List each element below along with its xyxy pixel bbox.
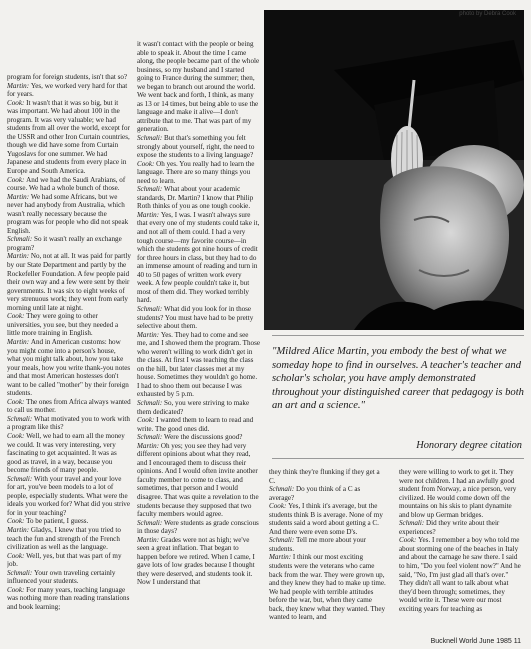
paragraph: Martin: And in American customs: how you might come into a person's house, what you might talk about, how you take your meals, how you write thank-you notes and that most American hostesses don't want to be called "mother" by their foreign students.: [7, 337, 131, 398]
speaker-label: Schmali:: [399, 519, 426, 528]
speaker-label: Martin:: [137, 210, 161, 219]
speaker-label: Cook:: [7, 312, 27, 321]
photo-credit: photo by Debra Cook: [459, 11, 516, 17]
paragraph: Cook: It wasn't that it was so big, but it was important. We had about 100 in the program. It was very valuable; we had students from all over the world, except for the USSR and other Iron Curtain countries, though we did have some from Curtain Yugoslavs for one summer. We had Japanese and students from every place in Europe and South America.: [7, 98, 130, 176]
article-column-2: [137, 40, 260, 640]
pull-quote: "Mildred Alice Martin, you embody the best of what we someday hope to find in ourselves. A teacher's teacher and scholar's scholar, you have amply demonstrated throughout your distinguished career that pedagogy is both an art and a science.": [272, 346, 524, 412]
speaker-label: Cook:: [7, 431, 27, 440]
paragraph: Martin: Yes, I was. I wasn't always sure that every one of my students could take it, and not all of them could. I had a very tough course—my favorite course—in which the students got nine hours of credit for three hours in class, but they had to do an immense amount of reading and turn in 40 to 50 pages of written work every week. A few people couldn't take it, but most of them did. They worked terribly hard.: [137, 210, 260, 305]
speaker-label: Schmali:: [137, 398, 164, 407]
paragraph: Cook: Well, yes, but that was part of my job.: [7, 551, 122, 569]
paragraph: Martin: Oh yes; you see they had very different opinions about what they read, and I encouraged them to discuss their opinions. And I would often invite another faculty member to come to class, and sometimes, that person and I would disagree. That was quite a revelation to the students because they supposed that two faculty members would agree.: [137, 441, 259, 519]
portrait-photo: [264, 10, 524, 330]
paragraph: Cook: Yes, I think it's average, but the students think B is average. None of my students said a word about getting a C. And there were even some D's.: [269, 502, 383, 536]
speaker-label: Martin:: [269, 553, 293, 562]
paragraph: They didn't all want to talk about what they'd been through; sometimes, they would write it. These were our most exciting years for teaching as: [399, 579, 509, 613]
speaker-label: Schmali:: [137, 185, 164, 194]
speaker-label: Cook:: [7, 585, 27, 594]
speaker-label: Schmali:: [137, 433, 164, 442]
paragraph: Martin: Grades were not as high; we've seen a great inflation. That began to happen before we retired. When I came, I gave lots of low grades because I thought they were deserved, and students took it. Now I understand that: [137, 535, 255, 587]
speaker-label: Martin:: [137, 441, 161, 450]
paragraph: Schmali: Were students as grade conscious in those days?: [137, 518, 259, 536]
speaker-label: Cook:: [399, 536, 419, 545]
speaker-label: Cook:: [137, 416, 157, 425]
paragraph: Schmali: What motivated you to work with a program like this?: [7, 414, 130, 432]
paragraph: Cook: And we had the Saudi Arabians, of course. We had a whole bunch of those.: [7, 175, 126, 193]
paragraph: Cook: The ones from Africa always wanted to call us mother.: [7, 397, 131, 415]
paragraph: Cook: They were going to other universities, you see, but they needed a little more training in English.: [7, 312, 119, 338]
speaker-label: Cook:: [137, 159, 157, 168]
paragraph: Cook: Well, we had to earn all the money we could. It was very interesting, very fascinating to get acquainted. It was as good as travel, in a way, because you become friends of many people.: [7, 431, 125, 475]
speaker-label: Martin:: [137, 535, 161, 544]
paragraph: Schmali: But that's something you felt strongly about yourself, right, the need to expose the students to a living language?: [137, 134, 255, 160]
paragraph: Schmali: Your own traveling certainly influenced your students.: [7, 568, 116, 586]
article-column-3: [269, 468, 387, 633]
speaker-label: Schmali:: [269, 536, 296, 545]
speaker-label: Martin:: [137, 330, 161, 339]
speaker-label: Schmali:: [137, 134, 164, 143]
speaker-label: Cook:: [269, 502, 289, 511]
pull-quote-attribution: Honorary degree citation: [416, 440, 522, 451]
paragraph: Cook: Oh yes. You really had to learn the language. There are so many things you need to learn.: [137, 159, 255, 185]
speaker-label: Martin:: [7, 337, 31, 346]
pull-quote-top-rule: [272, 335, 524, 336]
paragraph: they think they're flunking if they get a C.: [269, 468, 380, 485]
speaker-label: Schmali:: [7, 474, 34, 483]
paragraph: Schmali: Were the discussions good?: [137, 433, 243, 442]
paragraph: Schmali: Do you think of a C as average?: [269, 485, 361, 502]
speaker-label: Schmali:: [137, 304, 164, 313]
paragraph: Cook: I wanted them to learn to read and write. The good ones did.: [137, 416, 254, 433]
paragraph: Schmali: So, you were striving to make them dedicated?: [137, 398, 250, 416]
paragraph: Schmali: Tell me more about your students.: [269, 536, 367, 553]
speaker-label: Schmali:: [137, 518, 164, 527]
speaker-label: Cook:: [7, 175, 27, 184]
paragraph: Schmali: What did you look for in those students? You must have had to be pretty selective about them.: [137, 304, 254, 331]
paragraph: Martin: Yes, we worked very hard for that for years.: [7, 81, 128, 99]
speaker-label: Schmali:: [269, 485, 296, 494]
page-footer: Bucknell World June 1985 11: [430, 638, 521, 645]
article-column-1: [7, 73, 131, 643]
speaker-label: Schmali:: [7, 414, 34, 423]
paragraph: Schmali: Did they write about their experiences?: [399, 519, 500, 536]
paragraph: Schmali: So it wasn't really an exchange program?: [7, 235, 122, 252]
speaker-label: Martin:: [7, 252, 31, 261]
speaker-label: Schmali:: [7, 235, 34, 244]
paragraph: Martin: Yes. They had to come and see me, and I showed them the program. Those who weren't willing to work didn't get in the class. At first I was teaching the class on the hill, but later classes met at my house. Sometimes they wouldn't go home. I had to shoo them out because I was exhausted by 5 p.m.: [137, 330, 260, 399]
paragraph: they were willing to work to get it. They were not children. I had an awfully good student from Norway, a nice person, very civilized. He would come down off the mountains on his skis to plant dynamite and blow up German bridges.: [399, 468, 517, 519]
paragraph: Cook: To be patient, I guess.: [7, 517, 89, 526]
pull-quote-bottom-rule: [272, 458, 524, 459]
speaker-label: Martin:: [7, 525, 31, 534]
speaker-label: Cook:: [7, 397, 27, 406]
paragraph: Martin: I think our most exciting students were the veterans who came back from the war. They were grown up, and they knew they had to make up time. We had people with terrible attitudes before the war, but, when they came back, they knew what they wanted. They wanted to learn, and: [269, 553, 386, 622]
speaker-label: Cook:: [7, 551, 27, 560]
paragraph: Cook: Yes. I remember a boy who told me about storming one of the beaches in Italy and about the carnage he saw there. I said to him, "Do you feel violent now?" And he said, "No, I'm just glad all that's over.": [399, 536, 521, 579]
paragraph: Martin: Gladys, I knew that you tried to teach the fun and strength of the French civilization as well as the language.: [7, 525, 121, 552]
paragraph: it wasn't contact with the people or being able to speak it. About the time I came along, the people became part of the whole business, so my husband and I started going to France during the summer; then, we began to branch out around the world. We went back and forth, I think, as many as 13 or 14 times, but being able to use the language and make it alive—I don't attribute that to me. That was part of my generation.: [137, 40, 260, 134]
speaker-label: Martin:: [7, 192, 31, 201]
speaker-label: Cook:: [7, 98, 27, 107]
paragraph: program for foreign students, isn't that so?: [7, 73, 128, 81]
paragraph: Martin: We had some Africans, but we never had anybody from Australia, which wasn't really necessary because the program was for people who did not speak English.: [7, 192, 129, 235]
portrait-illustration: [264, 10, 524, 330]
speaker-label: Martin:: [7, 81, 31, 90]
paragraph: Martin: No, not at all. It was paid for partly by our State Department and partly by the Rockefeller Foundation. A few people paid their own way and a few were sent by their governments. It was six to eight weeks of very strenuous work; they went from early morning until late at night.: [7, 252, 131, 312]
article-column-4: [399, 468, 523, 633]
paragraph: Schmali: What about your academic standards, Dr. Martin? I know that Philip Roth thinks of you as one tough cookie.: [137, 185, 254, 211]
speaker-label: Schmali:: [7, 568, 34, 577]
paragraph: Schmali: With your travel and your love for art, you've been models to a lot of people, especially students. What were the ideals you worked for? What did you strive for in your teaching?: [7, 474, 130, 517]
speaker-label: Cook:: [7, 517, 27, 526]
paragraph: Cook: For many years, teaching language was nothing more than reading translations and book learning;: [7, 585, 130, 611]
